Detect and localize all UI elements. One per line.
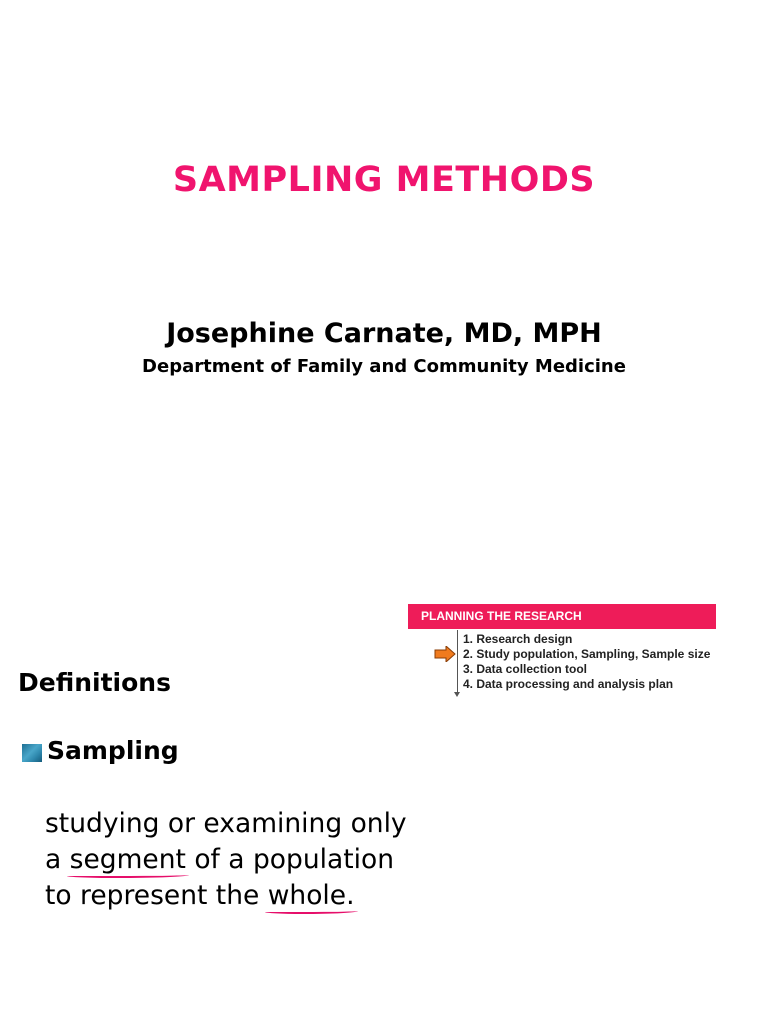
definition-line: studying or examining only (45, 808, 407, 839)
definition-text-part: a (45, 844, 70, 875)
slide-title: SAMPLING METHODS (172, 160, 596, 200)
timeline-line (457, 630, 458, 694)
underline-mark (67, 873, 189, 878)
square-bullet-icon (22, 744, 42, 762)
underline-mark (265, 909, 358, 914)
definition-text-part: to represent the (45, 880, 268, 911)
planning-step: 4. Data processing and analysis plan (463, 677, 674, 691)
current-step-arrow-icon (434, 646, 456, 662)
author-department: Department of Family and Community Medicine (142, 356, 626, 377)
definition-text (45, 806, 407, 914)
planning-step: 1. Research design (463, 632, 573, 646)
planning-step: 2. Study population, Sampling, Sample size (463, 647, 711, 661)
timeline-arrowhead-icon (454, 692, 460, 697)
underlined-word (268, 878, 355, 914)
planning-research-box (408, 604, 762, 700)
definition-line (45, 878, 407, 914)
underlined-word (70, 842, 186, 878)
author-name: Josephine Carnate, MD, MPH (166, 318, 602, 349)
definitions-heading: Definitions (18, 668, 171, 697)
definition-text-part: of a population (185, 844, 394, 875)
planning-header: PLANNING THE RESEARCH (408, 604, 716, 629)
term-label: Sampling (47, 736, 179, 765)
underlined-word-text: whole. (267, 880, 355, 911)
planning-steps-list (463, 632, 710, 692)
definitions-slide (0, 512, 768, 1024)
underlined-word-text: segment (69, 844, 186, 875)
planning-step: 3. Data collection tool (463, 662, 588, 676)
definition-line (45, 842, 407, 878)
